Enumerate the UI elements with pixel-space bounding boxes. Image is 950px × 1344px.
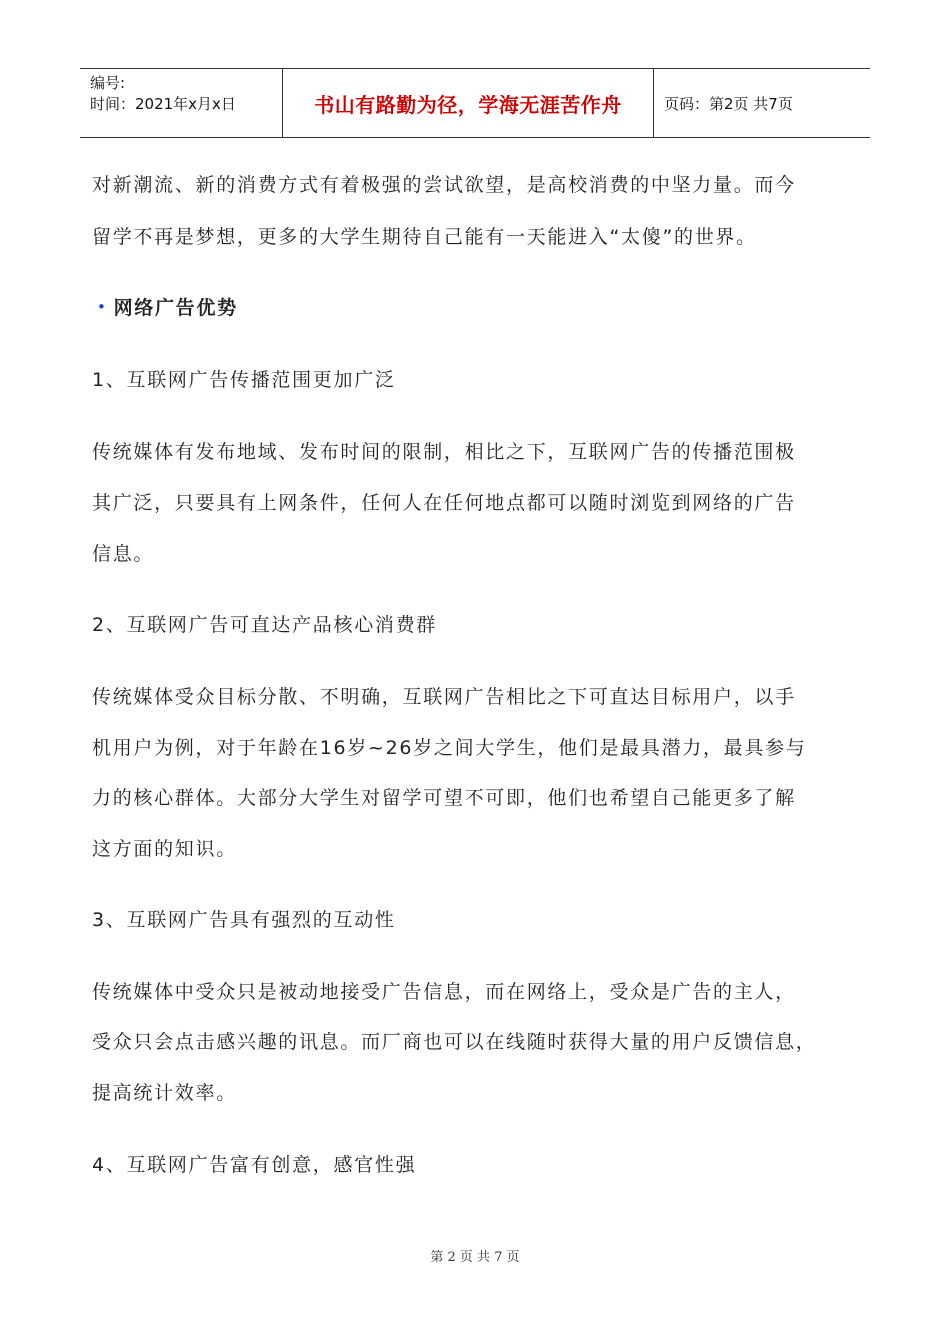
point-title: 4、互联网广告富有创意，感官性强 bbox=[92, 1154, 417, 1176]
document-header bbox=[80, 68, 870, 138]
intro-line: 留学不再是梦想，更多的大学生期待自己能有一天能进入“太傻”的世界。 bbox=[92, 226, 757, 248]
paragraph-line: 机用户为例，对于年龄在16岁~26岁之间大学生，他们是最具潜力，最具参与 bbox=[92, 737, 807, 759]
section-heading-text: 网络广告优势 bbox=[113, 297, 238, 319]
paragraph-line: 传统媒体中受众只是被动地接受广告信息，而在网络上，受众是广告的主人， bbox=[92, 981, 796, 1003]
header-motto: 书山有路勤为径，学海无涯苦作舟 bbox=[282, 69, 654, 137]
time-label: 时间：2021年x月x日 bbox=[90, 95, 236, 113]
page-footer: 第 2 页 共 7 页 bbox=[430, 1250, 520, 1265]
paragraph-line: 其广泛，只要具有上网条件，任何人在任何地点都可以随时浏览到网络的广告 bbox=[92, 492, 796, 514]
paragraph-line: 提高统计效率。 bbox=[92, 1082, 237, 1104]
point-title: 1、互联网广告传播范围更加广泛 bbox=[92, 369, 396, 391]
point-title: 2、互联网广告可直达产品核心消费群 bbox=[92, 614, 437, 636]
paragraph-line: 力的核心群体。大部分大学生对留学可望不可即，他们也希望自己能更多了解 bbox=[92, 787, 796, 809]
paragraph-line: 这方面的知识。 bbox=[92, 838, 237, 860]
paragraph-line: 信息。 bbox=[92, 543, 155, 565]
number-label: 编号: bbox=[90, 74, 126, 92]
paragraph-line: 传统媒体有发布地域、发布时间的限制，相比之下，互联网广告的传播范围极 bbox=[92, 441, 796, 463]
header-page-label: 页码：第2页 共7页 bbox=[664, 94, 793, 113]
section-heading bbox=[97, 293, 238, 320]
bullet-icon: • bbox=[97, 298, 108, 316]
point-title: 3、互联网广告具有强烈的互动性 bbox=[92, 909, 396, 931]
intro-line: 对新潮流、新的消费方式有着极强的尝试欲望，是高校消费的中坚力量。而今 bbox=[92, 174, 796, 196]
header-meta bbox=[80, 69, 282, 137]
paragraph-line: 受众只会点击感兴趣的讯息。而厂商也可以在线随时获得大量的用户反馈信息， bbox=[92, 1031, 817, 1053]
paragraph-line: 传统媒体受众目标分散、不明确，互联网广告相比之下可直达目标用户，以手 bbox=[92, 686, 796, 708]
